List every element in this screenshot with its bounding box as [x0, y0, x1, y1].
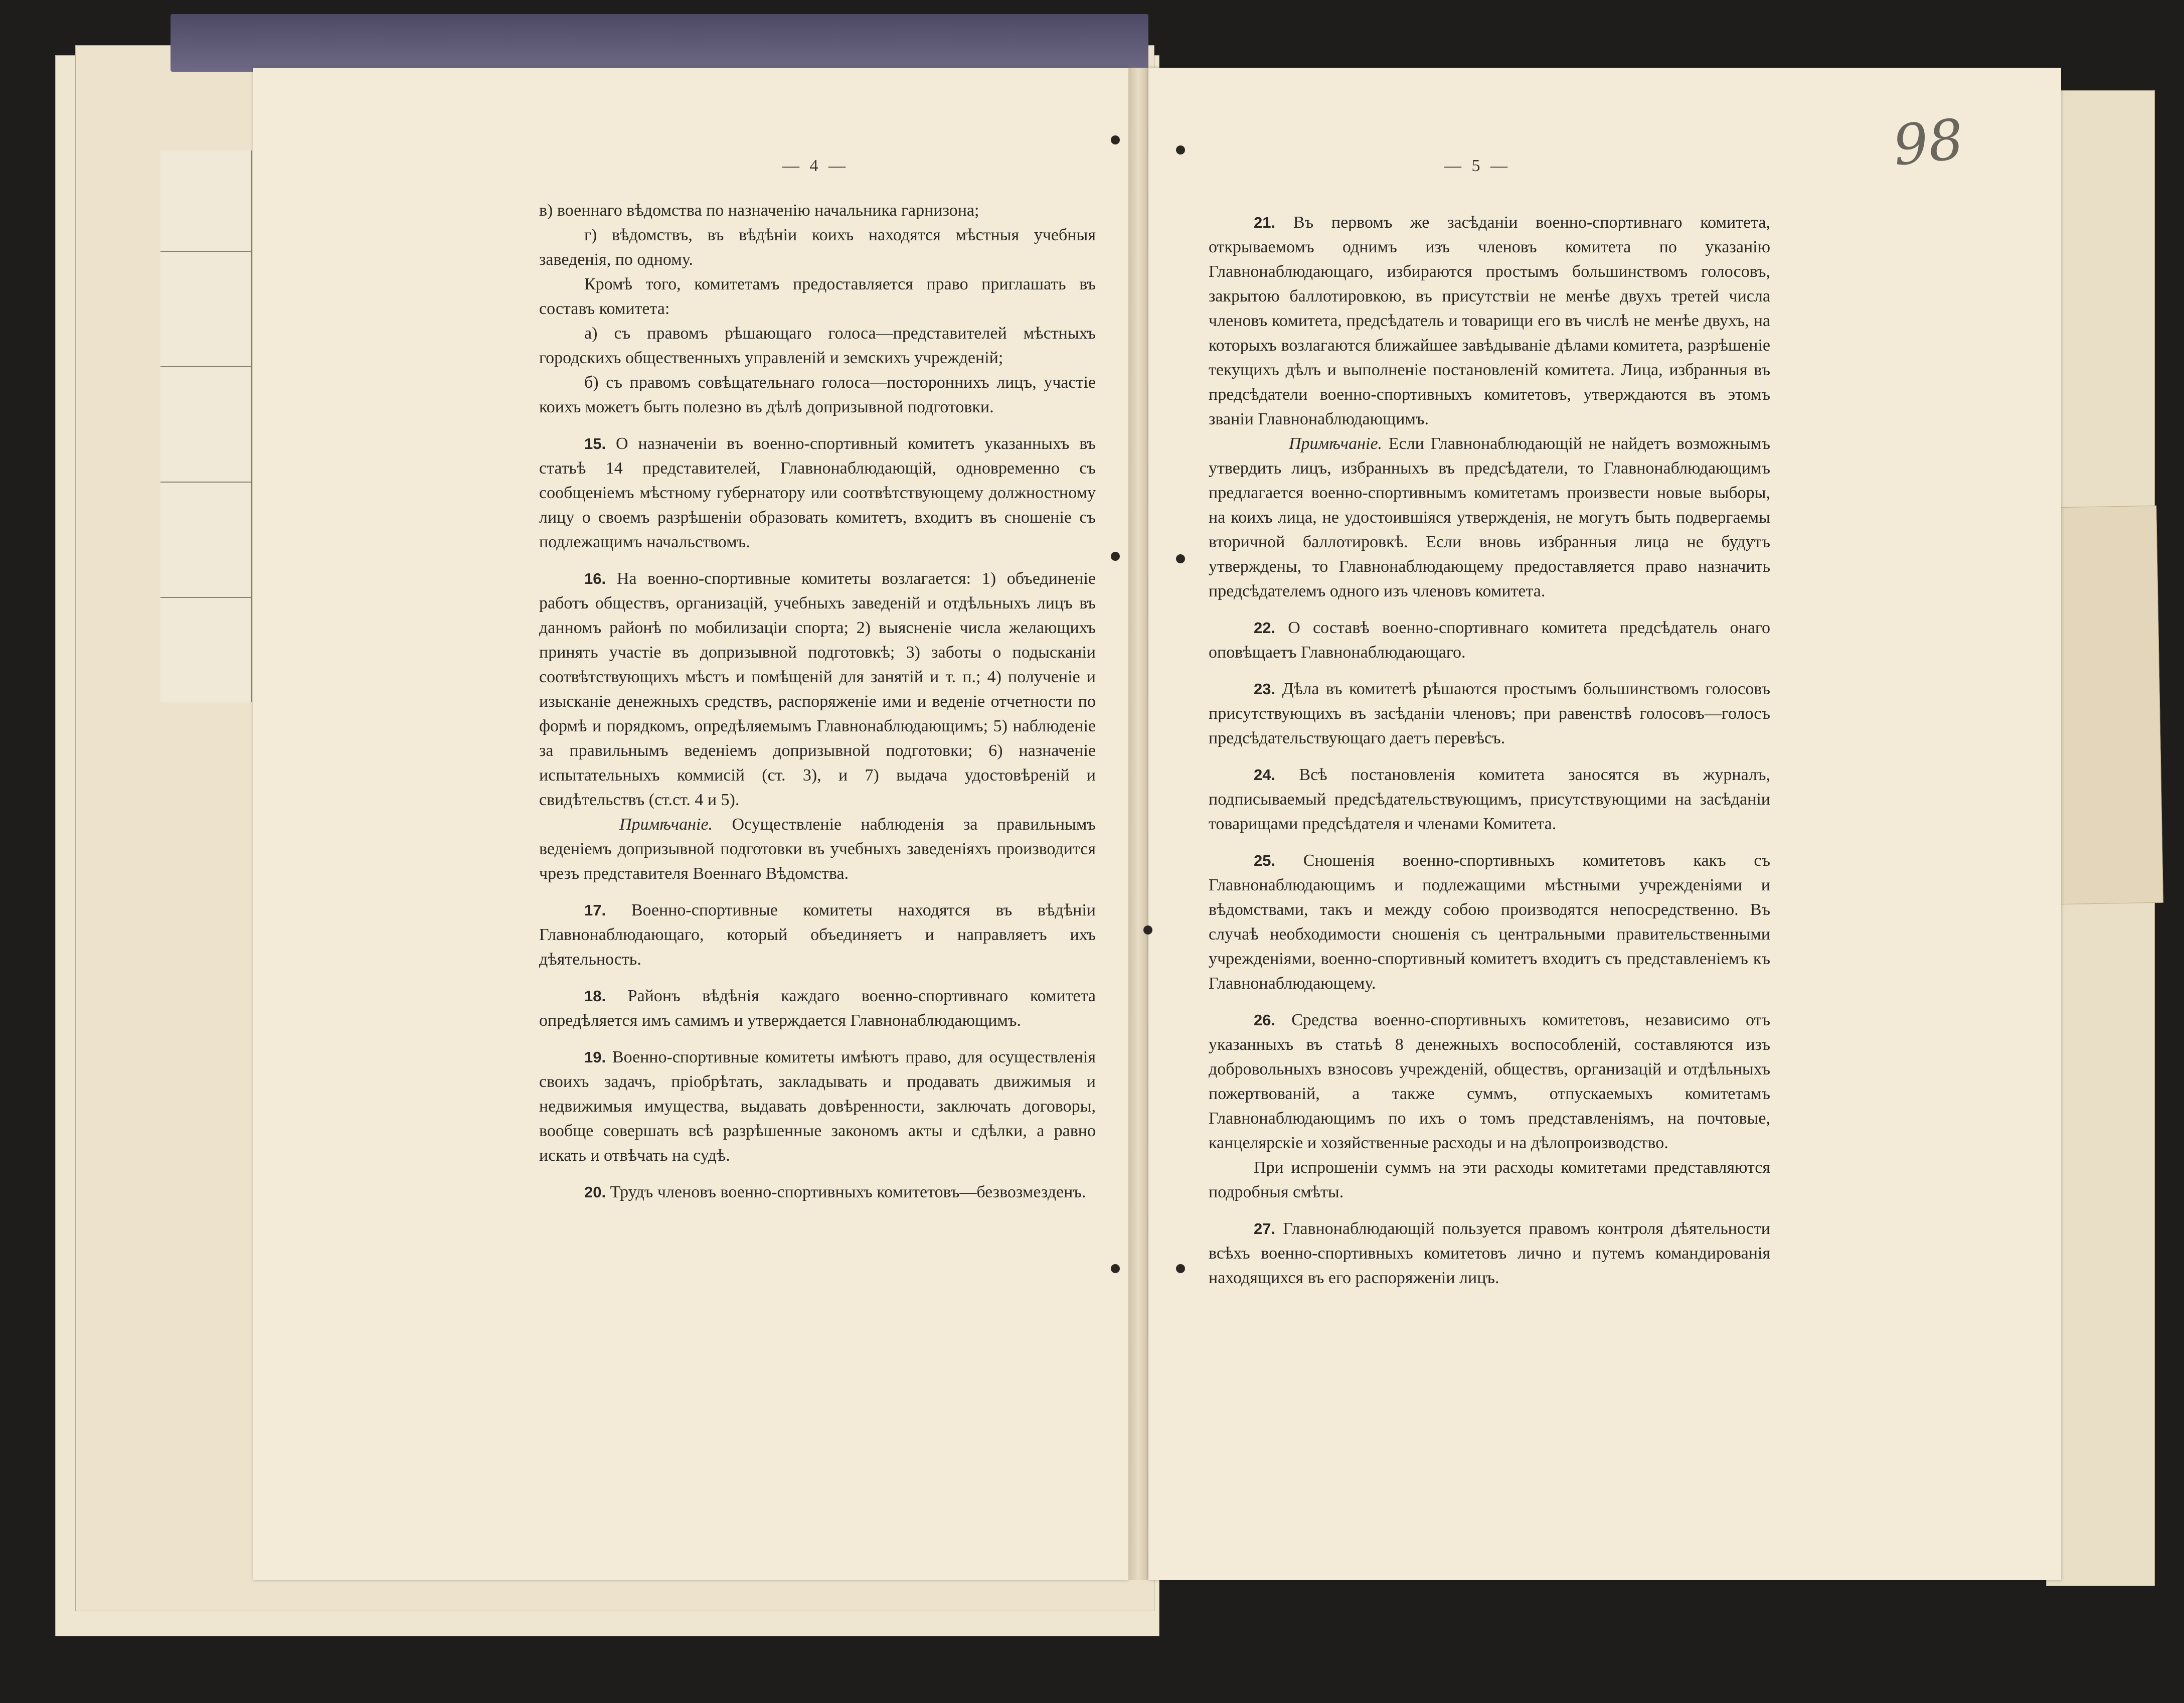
text-paragraph	[1209, 1155, 1770, 1204]
left-text-column	[539, 198, 1096, 1204]
article-paragraph	[1209, 1216, 1770, 1290]
text-paragraph	[539, 272, 1096, 321]
article-number: 17.	[584, 901, 606, 919]
article-number: 21.	[1254, 214, 1276, 231]
right-text-column	[1209, 198, 1770, 1290]
paragraph-text: Районъ вѣдѣнія каждаго военно-спортивнаго комитета опредѣляется имъ самимъ и утверждается Главнонаблюдающимъ.	[539, 987, 1096, 1030]
note-label: Примѣчаніе.	[1289, 434, 1383, 453]
binding-hole	[1143, 925, 1152, 935]
text-paragraph	[539, 370, 1096, 419]
binding-hole	[1176, 1264, 1185, 1273]
paragraph-text: Если Главнонаблюдающій не найдетъ возможнымъ утвердить лицъ, избранныхъ въ предсѣдатели, то Главнонаблюдающимъ предлагается военно-спортивнымъ комитетамъ произвести новые выборы, на коихъ лица, не удостоившіяся утвержденія, не могутъ быть подвергаемы вторичной баллотировкѣ. Если вновь избранныя лица не будутъ утверждены, то Главнонаблюдающему предоставляется право назначить предсѣдателемъ одного изъ членовъ комитета.	[1209, 434, 1771, 600]
paragraph-text: Дѣла въ комитетѣ рѣшаются простымъ большинствомъ голосовъ присутствующихъ въ засѣданіи членовъ; при равенствѣ голосовъ—голосъ предсѣдательствующаго даетъ перевѣсъ.	[1209, 680, 1771, 747]
article-paragraph	[1209, 762, 1770, 836]
folder-binding	[171, 14, 1148, 72]
note-label: Примѣчаніе.	[619, 815, 713, 834]
paragraph-text: Военно-спортивные комитеты находятся въ вѣдѣніи Главнонаблюдающаго, который объединяетъ и направляетъ ихъ дѣятельность.	[539, 901, 1096, 969]
paragraph-text: в) военнаго вѣдомства по назначенію начальника гарнизона;	[539, 201, 979, 220]
binding-hole	[1111, 552, 1120, 561]
book-gutter	[1128, 68, 1148, 1580]
article-number: 22.	[1254, 619, 1276, 637]
paragraph-text: Военно-спортивные комитеты имѣютъ право, для осуществленія своихъ задачъ, пріобрѣтать, закладывать и продавать движимыя и недвижимыя имущества, выдавать довѣренности, заключать договоры, вообще совершать всѣ разрѣшенные закономъ акты и сдѣлки, а равно искать и отвѣчать на судѣ.	[539, 1048, 1096, 1165]
article-paragraph	[539, 1045, 1096, 1168]
article-number: 15.	[584, 435, 606, 452]
article-paragraph	[539, 1180, 1096, 1204]
note-paragraph	[539, 812, 1096, 886]
paragraph-text: Трудъ членовъ военно-спортивныхъ комитетовъ—безвозмезденъ.	[610, 1183, 1086, 1201]
paragraph-text: О назначеніи въ военно-спортивный комитетъ указанныхъ въ статьѣ 14 представителей, Главнонаблюдающій, одновременно съ сообщеніемъ мѣстному губернатору или соотвѣтствующему должностному лицу о своемъ разрѣшеніи образовать комитетъ, входитъ въ сношеніе съ подлежащимъ начальствомъ.	[539, 434, 1096, 551]
article-number: 16.	[584, 570, 606, 587]
paragraph-text: При испрошеніи суммъ на эти расходы комитетами представляются подробныя смѣты.	[1209, 1158, 1770, 1201]
article-number: 20.	[584, 1183, 606, 1201]
article-number: 19.	[584, 1048, 606, 1066]
paragraph-text: г) вѣдомствъ, въ вѣдѣніи коихъ находятся мѣстныя учебныя заведенія, по одному.	[539, 226, 1096, 269]
article-number: 23.	[1254, 680, 1276, 698]
paragraph-text: Въ первомъ же засѣданіи военно-спортивнаго комитета, открываемомъ однимъ изъ членовъ комитета по указанію Главнонаблюдающаго, избираются простымъ большинствомъ голосовъ, закрытою баллотировкою, въ присутствіи не менѣе двухъ третей числа членовъ комитета, предсѣдатель и товарищи его въ числѣ не менѣе двухъ, на которыхъ возлагаются ближайшее завѣдываніе дѣлами комитета, разрѣшеніе текущихъ дѣлъ и выполненіе постановленій комитета. Лица, избранныя въ предсѣдатели военно-спортивныхъ комитетовъ, утверждаются въ этомъ званіи Главнонаблюдающимъ.	[1209, 213, 1770, 428]
article-number: 24.	[1254, 766, 1276, 784]
article-paragraph	[1209, 677, 1770, 750]
article-number: 25.	[1254, 852, 1276, 869]
article-paragraph	[1209, 1008, 1770, 1155]
article-paragraph	[1209, 615, 1770, 665]
article-paragraph	[539, 431, 1096, 554]
binding-hole	[1176, 554, 1185, 563]
article-paragraph	[1209, 210, 1770, 431]
text-paragraph	[539, 223, 1096, 272]
text-paragraph	[539, 321, 1096, 370]
paragraph-text: Кромѣ того, комитетамъ предоставляется право приглашать въ составъ комитета:	[539, 275, 1096, 318]
page-number: — 5 —	[1444, 157, 1510, 175]
article-number: 18.	[584, 987, 606, 1005]
binding-hole	[1176, 145, 1185, 154]
article-paragraph	[539, 566, 1096, 812]
paragraph-text: Сношенія военно-спортивныхъ комитетовъ какъ съ Главнонаблюдающимъ и подлежащими мѣстными учрежденіями и вѣдомствами, такъ и между собою производятся непосредственно. Въ случаѣ необходимости сношенія съ центральными правительственными учрежденіями, военно-спортивный комитетъ входитъ съ представленіемъ къ Главнонаблюдающему.	[1209, 851, 1770, 993]
text-paragraph	[539, 198, 1096, 223]
paragraph-text: На военно-спортивные комитеты возлагается: 1) объединеніе работъ обществъ, организацій, учебныхъ заведеній и отдѣльныхъ лицъ въ данномъ районѣ по мобилизаціи спорта; 2) выясненіе числа желающихъ принять участіе въ допризывной подготовкѣ; 3) заботы о подысканіи соотвѣтствующихъ мѣстъ и помѣщеній для занятій и т. п.; 4) полученіе и изысканіе денежныхъ средствъ, распоряженіе ими и веденіе отчетности по формѣ и порядкомъ, опредѣляемымъ Главнонаблюдающимъ; 5) наблюденіе за правильнымъ веденіемъ допризывной подготовки; 6) назначеніе испытательныхъ коммисій (ст. 3), и 7) выдача удостовѣреній и свидѣтельствъ (ст.ст. 4 и 5).	[539, 569, 1096, 809]
article-number: 27.	[1254, 1220, 1276, 1237]
binding-hole	[1111, 1264, 1120, 1273]
handwritten-folio-number: 98	[1890, 107, 1967, 178]
article-paragraph	[539, 984, 1096, 1033]
paragraph-text: Всѣ постановленія комитета заносятся въ журналъ, подписываемый предсѣдательствующимъ, присутствующими на засѣданіи товарищами предсѣдателя и членами Комитета.	[1209, 765, 1770, 833]
paragraph-text: а) съ правомъ рѣшающаго голоса—представителей мѣстныхъ городскихъ общественныхъ управленій и земскихъ учрежденій;	[539, 324, 1096, 367]
paragraph-text: Осуществленіе наблюденія за правильнымъ веденіемъ допризывной подготовки въ учебныхъ заведеніяхъ производится чрезъ представителя Военнаго Вѣдомства.	[539, 815, 1096, 883]
paragraph-text: б) съ правомъ совѣщательнаго голоса—постороннихъ лицъ, участіе коихъ можетъ быть полезно въ дѣлѣ допризывной подготовки.	[539, 373, 1096, 416]
article-paragraph	[1209, 848, 1770, 996]
binding-hole	[1111, 135, 1120, 144]
page-number: — 4 —	[782, 157, 849, 175]
ledger-strip	[160, 150, 252, 702]
article-paragraph	[539, 898, 1096, 972]
paragraph-text: Средства военно-спортивныхъ комитетовъ, независимо отъ указанныхъ въ статьѣ 8 денежныхъ воспособленій, составляются изъ добровольныхъ взносовъ учрежденій, обществъ, организацій и отдѣльныхъ пожертвованій, а также суммъ, отпускаемыхъ комитетамъ Главнонаблюдающимъ по ихъ о томъ представленіямъ, на почтовые, канцелярскіе и хозяйственные расходы и на дѣлопроизводство.	[1209, 1011, 1770, 1152]
article-number: 26.	[1254, 1011, 1276, 1029]
paragraph-text: О составѣ военно-спортивнаго комитета предсѣдатель онаго оповѣщаетъ Главнонаблюдающаго.	[1209, 618, 1770, 662]
paragraph-text: Главнонаблюдающій пользуется правомъ контроля дѣятельности всѣхъ военно-спортивныхъ комитетовъ лично и путемъ командированія находящихся въ его распоряженіи лицъ.	[1209, 1219, 1770, 1287]
note-paragraph	[1209, 431, 1770, 603]
